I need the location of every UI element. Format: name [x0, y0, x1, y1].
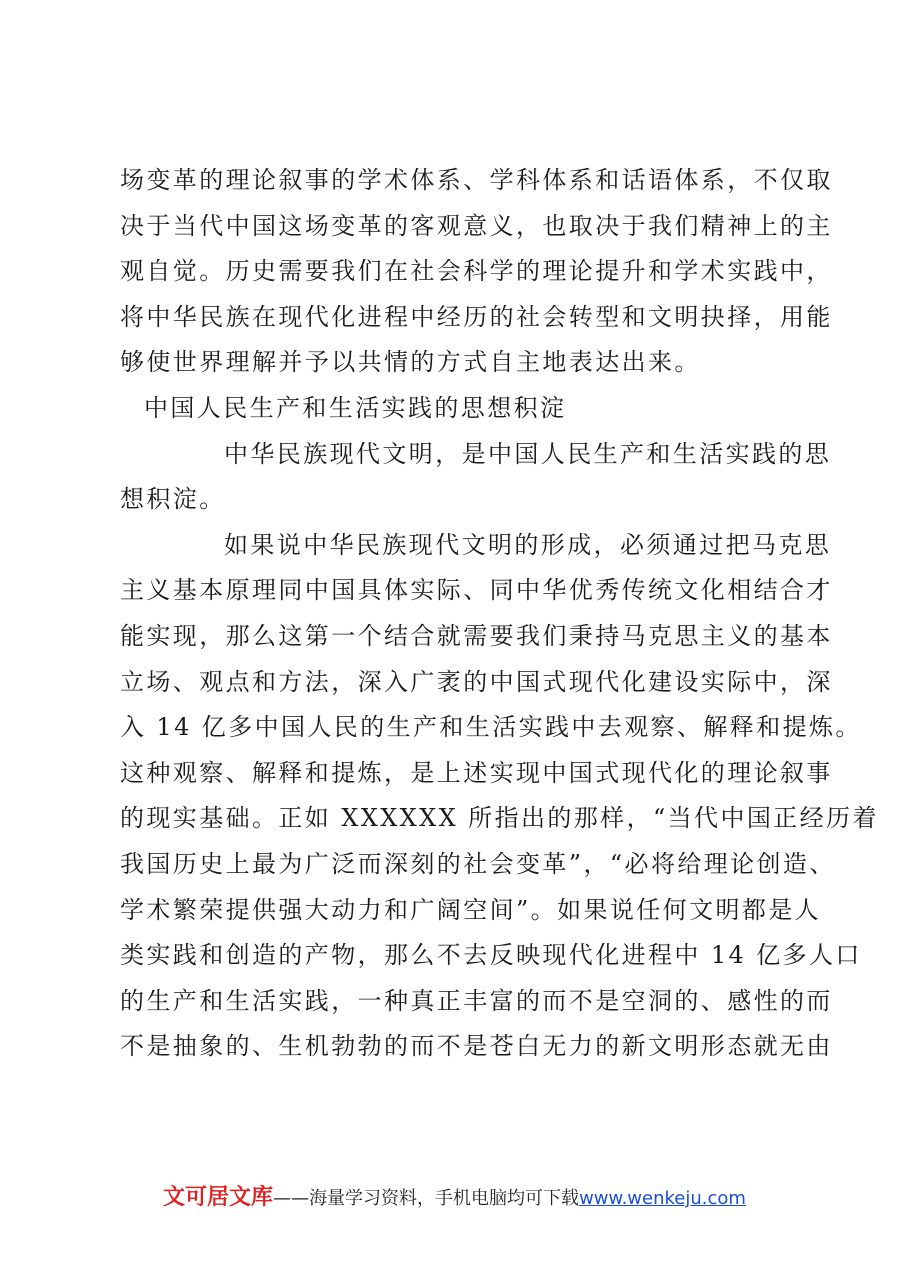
text-line: 主义基本原理同中国具体实际、同中华优秀传统文化相结合才 [120, 576, 833, 605]
text-line: 不是抽象的、生机勃勃的而不是苍白无力的新文明形态就无由 [120, 1032, 833, 1061]
footer-banner [0, 1180, 909, 1211]
text-line: 中华民族现代文明，是中国人民生产和生活实践的思 [224, 439, 832, 468]
text-line: 够使世界理解并予以共情的方式自主地表达出来。 [120, 348, 701, 377]
text-line: 决于当代中国这场变革的客观意义，也取决于我们精神上的主 [120, 211, 833, 240]
text-line: 我国历史上最为广泛而深刻的社会变革”，“必将给理论创造、 [120, 849, 836, 878]
text-line: 观自觉。历史需要我们在社会科学的理论提升和学术实践中， [120, 257, 833, 286]
text-line: 入 14 亿多中国人民的生产和生活实践中去观察、解释和提炼。 [120, 713, 862, 742]
document-body [120, 158, 879, 1070]
text-line: 立场、观点和方法，深入广袤的中国式现代化建设实际中，深 [120, 667, 833, 696]
brand-name: 文可居文库 [163, 1185, 274, 1210]
text-line: 类实践和创造的产物，那么不去反映现代化进程中 14 亿多人口 [120, 941, 862, 970]
text-line: 这种观察、解释和提炼，是上述实现中国式现代化的理论叙事 [120, 758, 833, 787]
text-line: 想积淀。 [120, 485, 226, 514]
text-line: 的现实基础。正如 XXXXXX 所指出的那样，“当代中国正经历着 [120, 804, 879, 833]
site-link[interactable]: www.wenkeju.com [579, 1188, 746, 1209]
text-line: 如果说中华民族现代文明的形成，必须通过把马克思 [224, 530, 832, 559]
text-line: 的生产和生活实践，一种真正丰富的而不是空洞的、感性的而 [120, 986, 833, 1015]
text-line: 场变革的理论叙事的学术体系、学科体系和话语体系，不仅取 [120, 166, 833, 194]
footer-tagline: ——海量学习资料，手机电脑均可下载 [273, 1188, 580, 1209]
text-line: 将中华民族在现代化进程中经历的社会转型和文明抉择，用能 [120, 302, 833, 331]
section-heading: 中国人民生产和生活实践的思想积淀 [144, 393, 567, 422]
text-line: 学术繁荣提供强大动力和广阔空间”。如果说任何文明都是人 [120, 895, 822, 924]
text-line: 能实现，那么这第一个结合就需要我们秉持马克思主义的基本 [120, 621, 833, 650]
